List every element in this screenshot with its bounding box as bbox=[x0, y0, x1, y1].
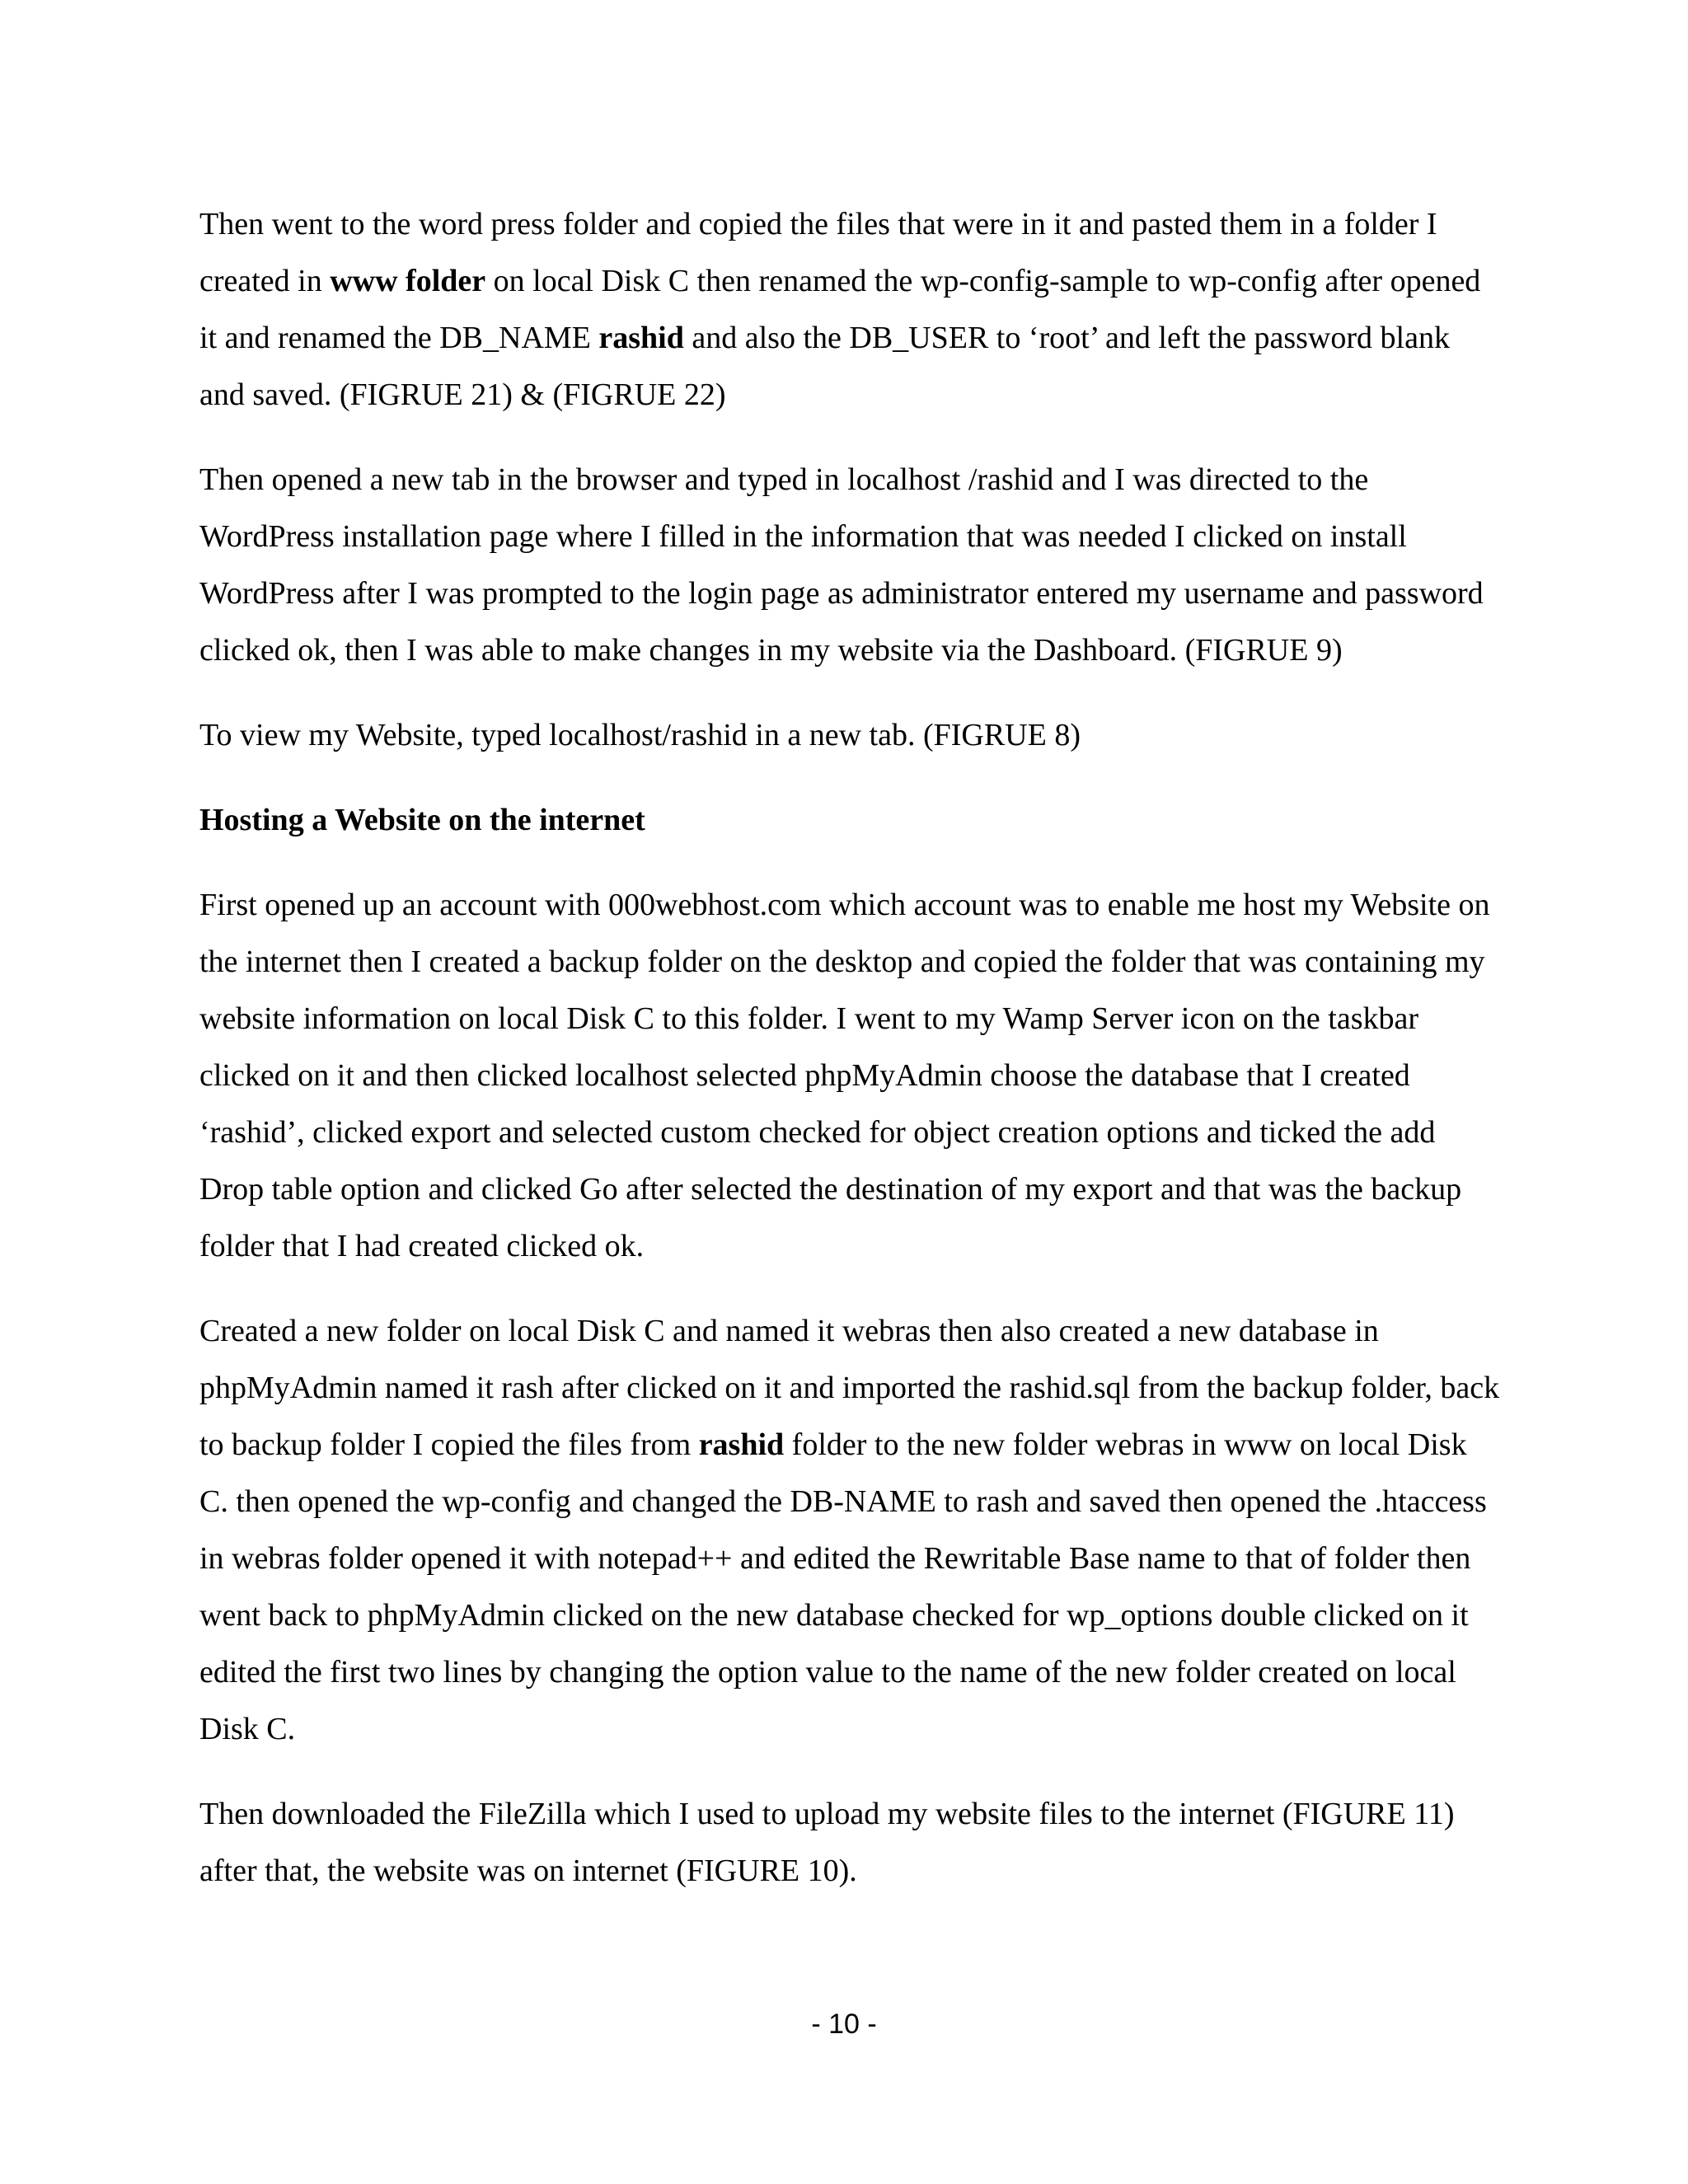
paragraph-text: and also the DB_USER to ‘root’ and left the password blank and saved. (FIGRUE 21) & (FIGRUE 22) bbox=[199, 321, 1450, 412]
paragraph-text: on local Disk C then renamed the wp-config-sample to wp-config after opened it and renamed the DB_NAME bbox=[199, 264, 1481, 355]
paragraph-text: folder to the new folder webras in www on local Disk C. then opened the wp-config and changed the DB-NAME to rash and saved then opened the .htaccess in webras folder opened it with notepad++ and edited the Rewritable Base name to that of folder then went back to phpMyAdmin clicked on the new database checked for wp_options double clicked on it edited the first two lines by changing the option value to the name of the new folder created on local Disk C. bbox=[199, 1427, 1487, 1746]
paragraph-hosting-account: First opened up an account with 000webhost.com which account was to enable me host my Website on the internet then I created a backup folder on the desktop and copied the folder that was containing my website information on local Disk C to this folder. I went to my Wamp Server icon on the taskbar clicked on it and then clicked localhost selected phpMyAdmin choose the database that I created ‘rashid’, clicked export and selected custom checked for object creation options and ticked the add Drop table option and clicked Go after selected the destination of my export and that was the backup folder that I had created clicked ok. bbox=[199, 888, 1490, 1263]
page-number: - 10 - bbox=[811, 2008, 877, 2040]
paragraph-text: Created a new folder on local Disk C and named it webras then also created a new database in phpMyAdmin named it rash after clicked on it and imported the rashid.sql from the backup folder, back to backup folder I copied the files from bbox=[199, 1314, 1500, 1462]
bold-text-www-folder: www folder bbox=[330, 264, 486, 298]
paragraph-text: Then went to the word press folder and copied the files that were in it and pasted them in a folder I created in bbox=[199, 207, 1437, 298]
paragraph-filezilla: Then downloaded the FileZilla which I used to upload my website files to the internet (FIGURE 11) after that, the website was on internet (FIGURE 10). bbox=[199, 1797, 1455, 1888]
section-heading-hosting: Hosting a Website on the internet bbox=[199, 803, 645, 837]
bold-text-rashid: rashid bbox=[698, 1427, 785, 1462]
paragraph-new-folder bbox=[199, 1303, 1502, 1758]
paragraph-wordpress-install: Then opened a new tab in the browser and typed in localhost /rashid and I was directed to the WordPress installation page where I filled in the information that was needed I clicked on install WordPress after I was prompted to the login page as administrator entered my username and password clicked ok, then I was able to make changes in my website via the Dashboard. (FIGRUE 9) bbox=[199, 462, 1484, 668]
bold-text-rashid: rashid bbox=[598, 321, 684, 355]
document-body bbox=[199, 196, 1502, 1928]
paragraph-wordpress-files bbox=[199, 196, 1502, 424]
paragraph-view-website: To view my Website, typed localhost/rashid in a new tab. (FIGRUE 8) bbox=[199, 718, 1081, 752]
